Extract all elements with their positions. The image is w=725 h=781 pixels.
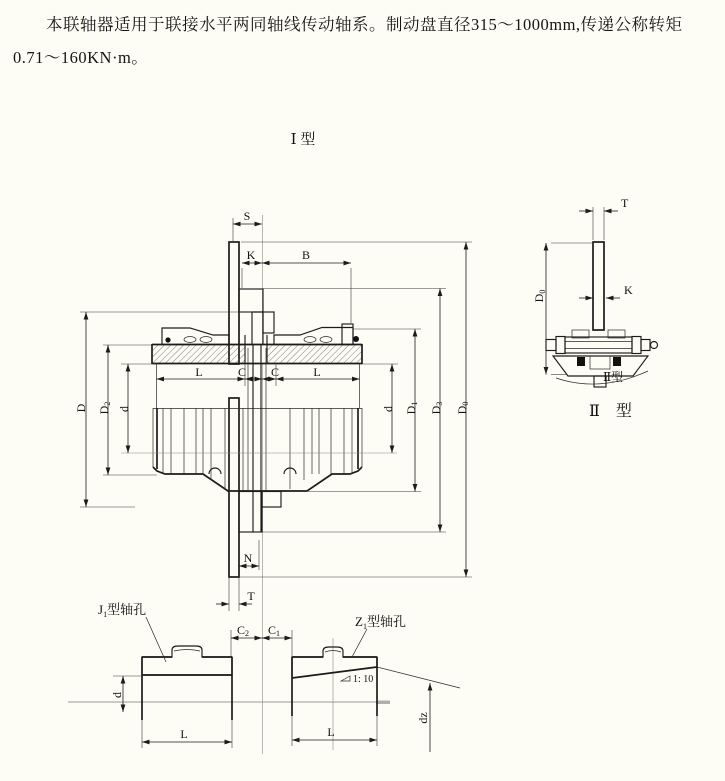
dim-label-d-j1: d [110, 692, 124, 698]
dim-label-d-left: d [117, 406, 131, 412]
j1-callout-text: $J_1$型轴孔 [98, 602, 147, 619]
mount-cone [553, 356, 648, 376]
dim-label-k2: K [624, 283, 633, 297]
dim-label-l-z1: L [327, 725, 335, 739]
bolt-dot-left [165, 337, 170, 342]
dim-label-l-j1: L [180, 727, 188, 741]
figure-2-side-view [532, 196, 658, 420]
dim-label-d-right: d [381, 406, 395, 412]
bolt-head-right [641, 340, 650, 351]
dim-label-s: S [243, 209, 251, 223]
z1-callout-text: $Z_1$型轴孔 [355, 614, 406, 631]
taper-extension-line [377, 667, 460, 688]
z1-callout [352, 614, 406, 657]
dim-label-c-left: C [237, 365, 247, 379]
fig1-extension-lines [80, 218, 472, 657]
bolt-head-left [546, 340, 556, 351]
dim-label-D1: D1 [404, 401, 419, 415]
z1-hub-section [292, 647, 460, 716]
j1-callout [98, 602, 166, 662]
figure-1-title: Ⅰ 型 [290, 132, 316, 148]
brake-disc-section [229, 242, 239, 577]
taper-symbol [341, 676, 350, 681]
dim-label-t: T [247, 589, 255, 603]
end-cover-left-section [162, 328, 229, 345]
hub-barrel-band [153, 364, 362, 409]
dim-label-D3: D3 [429, 401, 444, 415]
figure-1-main-view [74, 130, 472, 754]
z1-taper-label [341, 674, 373, 685]
bolt-dot-right [353, 336, 359, 342]
j1-hub-section [142, 646, 232, 720]
fig2-hub-assembly [546, 330, 658, 387]
dim-label-c2: C2 [236, 623, 250, 638]
detail-j1-hub [68, 602, 390, 748]
taper-ratio-text: 1: 10 [353, 674, 374, 685]
dim-label-c1: C1 [267, 623, 281, 638]
intro-paragraph: 本联轴器适用于联接水平两同轴线传动轴系。制动盘直径315～1000mm,传递公称转矩0.71～160KN·m。 [13, 15, 683, 67]
fig1-dimension-labels [74, 209, 470, 638]
dim-label-D2: D2 [97, 401, 112, 415]
z1-dimensions [292, 683, 430, 752]
dim-label-D: D [74, 403, 88, 413]
detail-z1-hub [292, 614, 460, 752]
dim-label-D0: D0 [455, 401, 470, 415]
dim-label-l-right: L [313, 365, 321, 379]
dim-label-n: N [243, 551, 253, 565]
hub-teeth-region [153, 408, 362, 491]
fig2-dimensions [532, 196, 633, 375]
dim-label-l-left: L [195, 365, 203, 379]
figure-2-title: Ⅱ 型 [589, 403, 638, 420]
j1-dimensions [110, 676, 232, 748]
outer-sleeve-section [152, 335, 362, 364]
dim-label-t2: T [621, 196, 629, 210]
dim-label-c-right: C [270, 365, 280, 379]
end-cover-right-section [274, 324, 353, 345]
figure-2-inline-label: Ⅱ型 [603, 370, 624, 384]
dim-label-D0-fig2: D0 [532, 289, 547, 303]
dim-label-b: B [301, 248, 311, 262]
disc-clamp-hub-section [239, 289, 274, 345]
fig2-brake-disc [593, 242, 604, 330]
bolt-tip [651, 342, 658, 349]
fig1-dimension-lines [86, 224, 466, 638]
dim-label-k: K [246, 248, 256, 262]
dim-label-dz: dz [416, 712, 430, 724]
